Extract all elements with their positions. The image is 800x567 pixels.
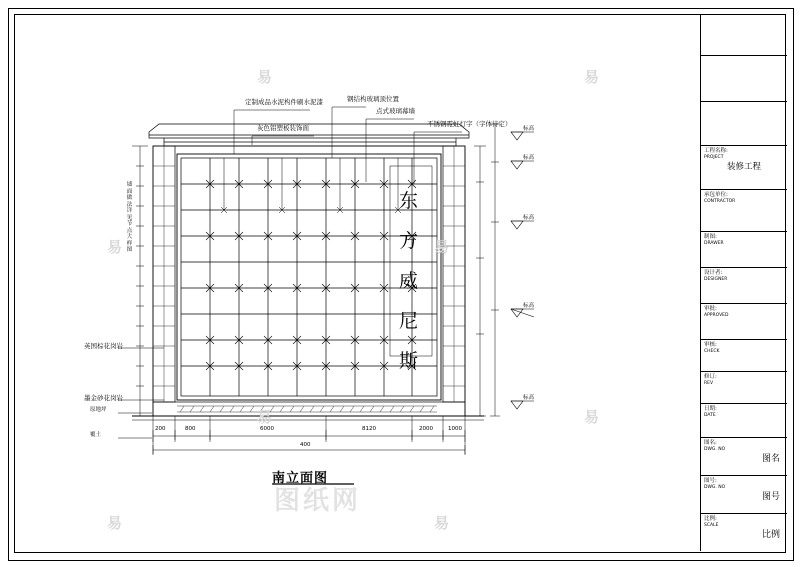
field-revision[interactable] <box>701 372 787 404</box>
elevation-label-1: 标高 <box>523 126 535 132</box>
field-label: 修订: <box>704 374 717 380</box>
field-value: 装修工程 <box>726 162 761 172</box>
field-label: 承包单位: <box>704 192 728 198</box>
field-project[interactable] <box>701 146 787 190</box>
title-block-company-cell <box>701 56 787 102</box>
field-drawing-name[interactable] <box>701 438 787 476</box>
annotation-top-3: 点式玻璃幕墙 <box>376 107 415 115</box>
elevation-drawing-area <box>14 14 784 551</box>
annotation-left-2: 墨金砂花岗岩 <box>84 394 123 402</box>
watermark: 易 <box>434 514 450 532</box>
elevation-label-2: 标高 <box>523 155 535 161</box>
annotation-top-4: 灰色铝塑板装饰面 <box>257 124 309 132</box>
dimension-value: 6000 <box>260 426 274 432</box>
field-designer[interactable] <box>701 268 787 304</box>
field-date[interactable] <box>701 404 787 438</box>
dimension-value: 400 <box>300 442 311 448</box>
field-label-en: REV <box>704 381 714 386</box>
watermark: 易 <box>107 514 123 532</box>
title-block-logo-cell <box>701 14 787 56</box>
field-label-en: SCALE <box>704 523 719 528</box>
field-check[interactable] <box>701 340 787 372</box>
field-label-en: APPROVED <box>704 313 729 318</box>
dimension-value: 200 <box>155 426 166 432</box>
watermark: 易 <box>107 238 123 256</box>
dimension-value: 800 <box>185 426 196 432</box>
title-block <box>700 14 786 551</box>
field-value: 图号 <box>761 492 780 502</box>
field-label: 日期: <box>704 406 717 412</box>
watermark: 易 <box>584 68 600 86</box>
field-label: 图名: <box>704 440 717 446</box>
field-label: 工程名称: <box>704 148 728 154</box>
field-label-en: PROJECT <box>704 155 724 160</box>
field-label-en: DWG. NO <box>704 485 726 490</box>
field-label: 图号: <box>704 478 717 484</box>
dimension-value: 8120 <box>362 426 376 432</box>
watermark: 易 <box>257 408 273 426</box>
field-value: 图名 <box>761 454 780 464</box>
watermark: 易 <box>257 68 273 86</box>
field-label: 比例: <box>704 516 717 522</box>
annotation-top-1: 定制成品水泥构件刷水泥漆 <box>245 98 323 106</box>
field-label: 制图: <box>704 234 717 240</box>
annotation-left-1: 英国棕花岗岩 <box>84 342 123 350</box>
dimension-value: 1000 <box>448 426 462 432</box>
annotation-left-3: 原地坪 <box>90 407 107 413</box>
watermark: 易 <box>584 408 600 426</box>
field-label-en: CONTRACTOR <box>704 199 736 204</box>
facade-sign-char: 东 <box>399 190 419 212</box>
field-label-en: DATE <box>704 413 716 418</box>
field-label-en: DWG. NO <box>704 447 726 452</box>
field-label-en: CHECK <box>704 349 720 354</box>
facade-sign-char: 方 <box>399 230 419 252</box>
elevation-label-5: 标高 <box>523 395 535 401</box>
watermark-large: 图纸网 <box>274 486 362 516</box>
field-label: 设计者: <box>704 270 723 276</box>
field-label: 审核: <box>704 342 717 348</box>
field-approved[interactable] <box>701 304 787 340</box>
annotation-top-5: 不锈钢霓虹灯字（字体待定） <box>427 120 512 128</box>
facade-sign-char: 斯 <box>399 350 419 372</box>
facade-sign-char: 尼 <box>399 310 419 332</box>
field-drawing-number[interactable] <box>701 476 787 514</box>
field-value: 比例 <box>761 530 780 540</box>
field-label-en: DESIGNER <box>704 277 728 282</box>
field-contractor[interactable] <box>701 190 787 232</box>
title-block-fields <box>701 146 787 551</box>
annotation-top-2: 钢结构玻璃顶位置 <box>347 95 399 103</box>
elevation-label-4: 标高 <box>523 303 535 309</box>
elevation-label-3: 标高 <box>523 215 535 221</box>
watermark: 易 <box>434 238 450 256</box>
dimension-value: 2000 <box>419 426 433 432</box>
field-drawer[interactable] <box>701 232 787 268</box>
annotation-vertical-note: 墙面做法详见节点大样图 <box>126 182 133 253</box>
field-label: 审批: <box>704 306 717 312</box>
facade-sign-char: 威 <box>399 270 419 292</box>
title-block-blank-cell <box>701 102 787 146</box>
annotation-left-4: 覆土 <box>90 432 102 438</box>
field-scale[interactable] <box>701 514 787 551</box>
field-label-en: DRAWER <box>704 241 724 246</box>
drawing-title: 南立面图 <box>272 471 329 486</box>
